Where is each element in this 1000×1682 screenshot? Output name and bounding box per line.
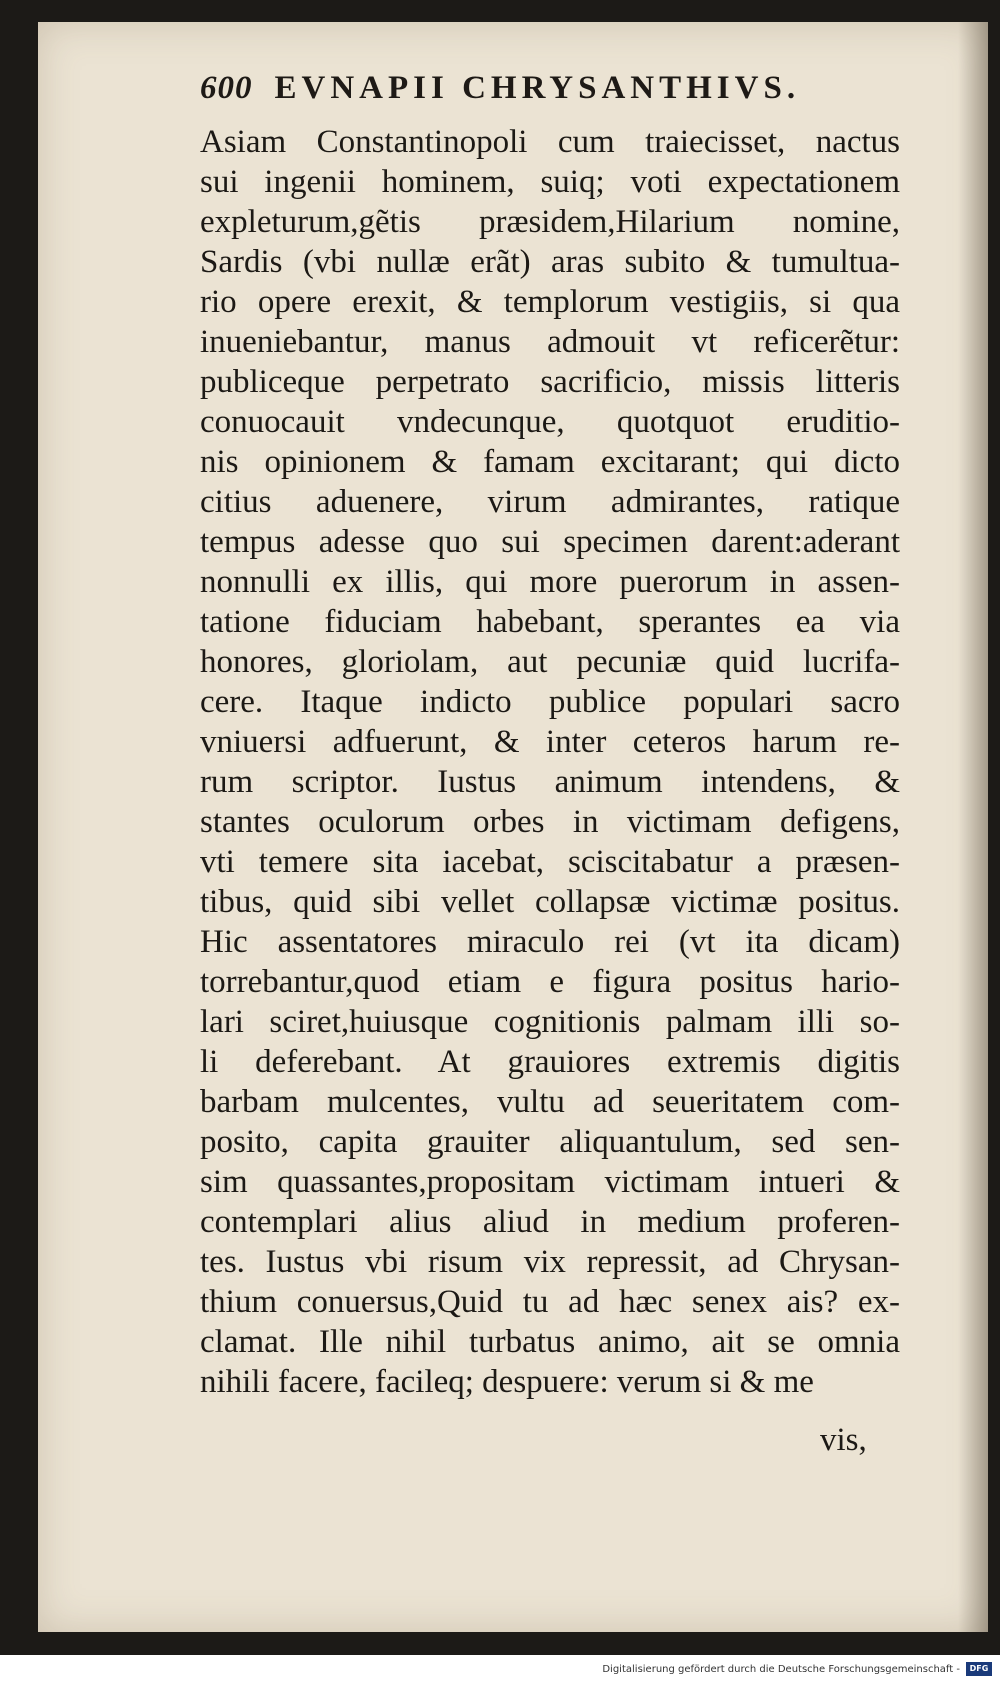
text-line: li deferebant. At grauiores extremis digitis (200, 1044, 900, 1080)
text-line: Hic assentatores miraculo rei (vt ita dicam) (200, 924, 900, 960)
digitization-credit: Digitalisierung gefördert durch die Deutsche Forschungsgemeinschaft - (602, 1664, 960, 1675)
text-line: rio opere erexit, & templorum vestigiis, si qua (200, 284, 900, 320)
running-title: EVNAPII CHRYSANTHIVS. (274, 70, 801, 106)
text-line: torrebantur,quod etiam e figura positus hario- (200, 964, 900, 1000)
text-line: cere. Itaque indicto publice populari sacro (200, 684, 900, 720)
page-number: 600 (200, 70, 253, 106)
text-line: publiceque perpetrato sacrificio, missis litteris (200, 364, 900, 400)
text-line: sim quassantes,propositam victimam intueri & (200, 1164, 900, 1200)
text-line: sui ingenii hominem, suiq; voti expectationem (200, 164, 900, 200)
text-line: tes. Iustus vbi risum vix repressit, ad Chrysan- (200, 1244, 900, 1280)
text-line: Asiam Constantinopoli cum traiecisset, nactus (200, 124, 900, 160)
text-line: tempus adesse quo sui specimen darent:aderant (200, 524, 900, 560)
text-line: thium conuersus,Quid tu ad hæc senex ais? ex- (200, 1284, 900, 1320)
text-line: lari sciret,huiusque cognitionis palmam illi so- (200, 1004, 900, 1040)
text-line: vniuersi adfuerunt, & inter ceteros harum re- (200, 724, 900, 760)
text-line: expleturum,gẽtis præsidem,Hilarium nomine, (200, 204, 900, 240)
text-line: clamat. Ille nihil turbatus animo, ait se omnia (200, 1324, 900, 1360)
catchword: vis, (820, 1422, 867, 1458)
text-line: posito, capita grauiter aliquantulum, sed sen- (200, 1124, 900, 1160)
text-line: citius aduenere, virum admirantes, ratique (200, 484, 900, 520)
text-line: honores, gloriolam, aut pecuniæ quid lucrifa- (200, 644, 900, 680)
text-line: barbam mulcentes, vultu ad seueritatem com- (200, 1084, 900, 1120)
text-line: vti temere sita iacebat, sciscitabatur a præsen- (200, 844, 900, 880)
dfg-logo-icon: DFG (966, 1662, 992, 1676)
text-line: rum scriptor. Iustus animum intendens, & (200, 764, 900, 800)
text-line: nonnulli ex illis, qui more puerorum in assen- (200, 564, 900, 600)
text-line: stantes oculorum orbes in victimam defigens, (200, 804, 900, 840)
text-line: tibus, quid sibi vellet collapsæ victimæ positus. (200, 884, 900, 920)
text-line: nihili facere, facileq; despuere: verum si & me (200, 1364, 814, 1400)
text-line: conuocauit vndecunque, quotquot eruditio- (200, 404, 900, 440)
page-edge-shadow (958, 22, 988, 1632)
text-line: Sardis (vbi nullæ erãt) aras subito & tumultua- (200, 244, 900, 280)
text-line: contemplari alius aliud in medium proferen- (200, 1204, 900, 1240)
running-head (200, 70, 900, 120)
text-line: inueniebantur, manus admouit vt reficerẽtur: (200, 324, 900, 360)
text-line: tatione fiduciam habebant, sperantes ea via (200, 604, 900, 640)
text-line: nis opinionem & famam excitarant; qui dicto (200, 444, 900, 480)
body-text (200, 122, 900, 1402)
